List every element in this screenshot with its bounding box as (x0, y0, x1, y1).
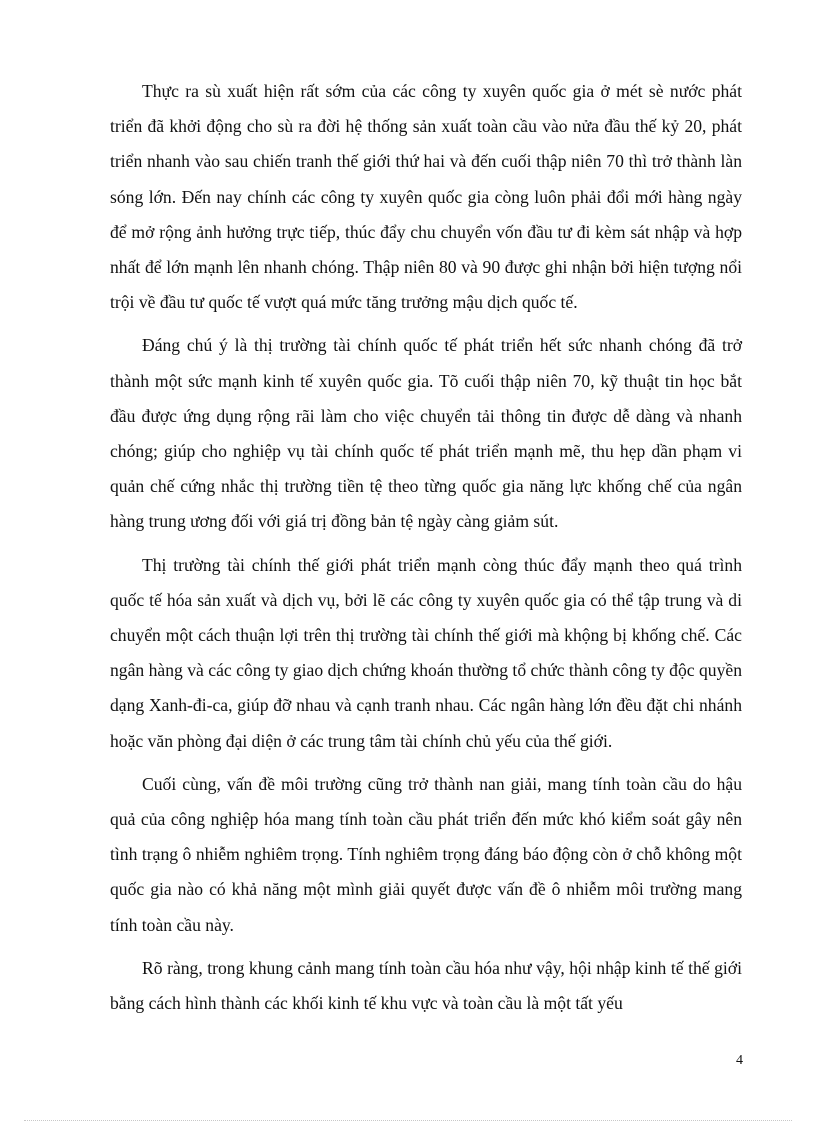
page-number: 4 (736, 1053, 743, 1068)
paragraph-4: Cuối cùng, vấn đề môi trường cũng trở thành nan giải, mang tính toàn cầu do hậu quả của công nghiệp hóa mang tính toàn cầu phát triển đến mức khó kiểm soát gây nên tình trạng ô nhiễm nghiêm trọng. Tính nghiêm trọng đáng báo động còn ở chỗ không một quốc gia nào có khả năng một mình giải quyết được vấn đề ô nhiễm môi trường mang tính toàn cầu này. (110, 773, 742, 935)
paragraph-1: Thực ra sù xuất hiện rất sớm của các công ty xuyên quốc gia ở mét sè nước phát triển đã khởi động cho sù ra đời hệ thống sản xuất toàn cầu vào nửa đầu thế kỷ 20, phát triển nhanh vào sau chiến tranh thế giới thứ hai và đến cuối thập niên 70 thì trở thành làn sóng lớn. Đến nay chính các công ty xuyên quốc gia còng luôn phải đổi mới hàng ngày để mở rộng ảnh hưởng trực tiếp, thúc đẩy chu chuyển vốn đầu tư đi kèm sát nhập và hợp nhất để lớn mạnh lên nhanh chóng. Thập niên 80 và 90 được ghi nhận bởi hiện tượng nổi trội về đầu tư quốc tế vượt quá mức tăng trưởng mậu dịch quốc tế. (110, 81, 742, 313)
paragraph-5: Rõ ràng, trong khung cảnh mang tính toàn cầu hóa như vậy, hội nhập kinh tế thế giới bằng cách hình thành các khối kinh tế khu vực và toàn cầu là một tất yếu (110, 957, 742, 1014)
footer-dotted-rule (24, 1120, 792, 1121)
paragraph-2: Đáng chú ý là thị trường tài chính quốc tế phát triển hết sức nhanh chóng đã trở thành một sức mạnh kinh tế xuyên quốc gia. Tõ cuối thập niên 70, kỹ thuật tin học bắt đầu được ứng dụng rộng rãi làm cho việc chuyển tải thông tin được dễ dàng và nhanh chóng; giúp cho nghiệp vụ tài chính quốc tế phát triển mạnh mẽ, thu hẹp dần phạm vi quản chế cứng nhắc thị trường tiền tệ theo từng quốc gia năng lực khống chế của ngân hàng trung ương đối với giá trị đồng bản tệ ngày càng giảm sút. (110, 335, 742, 532)
document-page (110, 74, 742, 1029)
paragraph-3: Thị trường tài chính thế giới phát triển mạnh còng thúc đẩy mạnh theo quá trình quốc tế hóa sản xuất và dịch vụ, bởi lẽ các công ty xuyên quốc gia có thể tập trung và di chuyển một cách thuận lợi trên thị trường tài chính thế giới mà khộng bị khống chế. Các ngân hàng và các công ty giao dịch chứng khoán thường tổ chức thành công ty độc quyền dạng Xanh-đi-ca, giúp đỡ nhau và cạnh tranh nhau. Các ngân hàng lớn đều đặt chi nhánh hoặc văn phòng đại diện ở các trung tâm tài chính chủ yếu của thế giới. (110, 554, 742, 751)
